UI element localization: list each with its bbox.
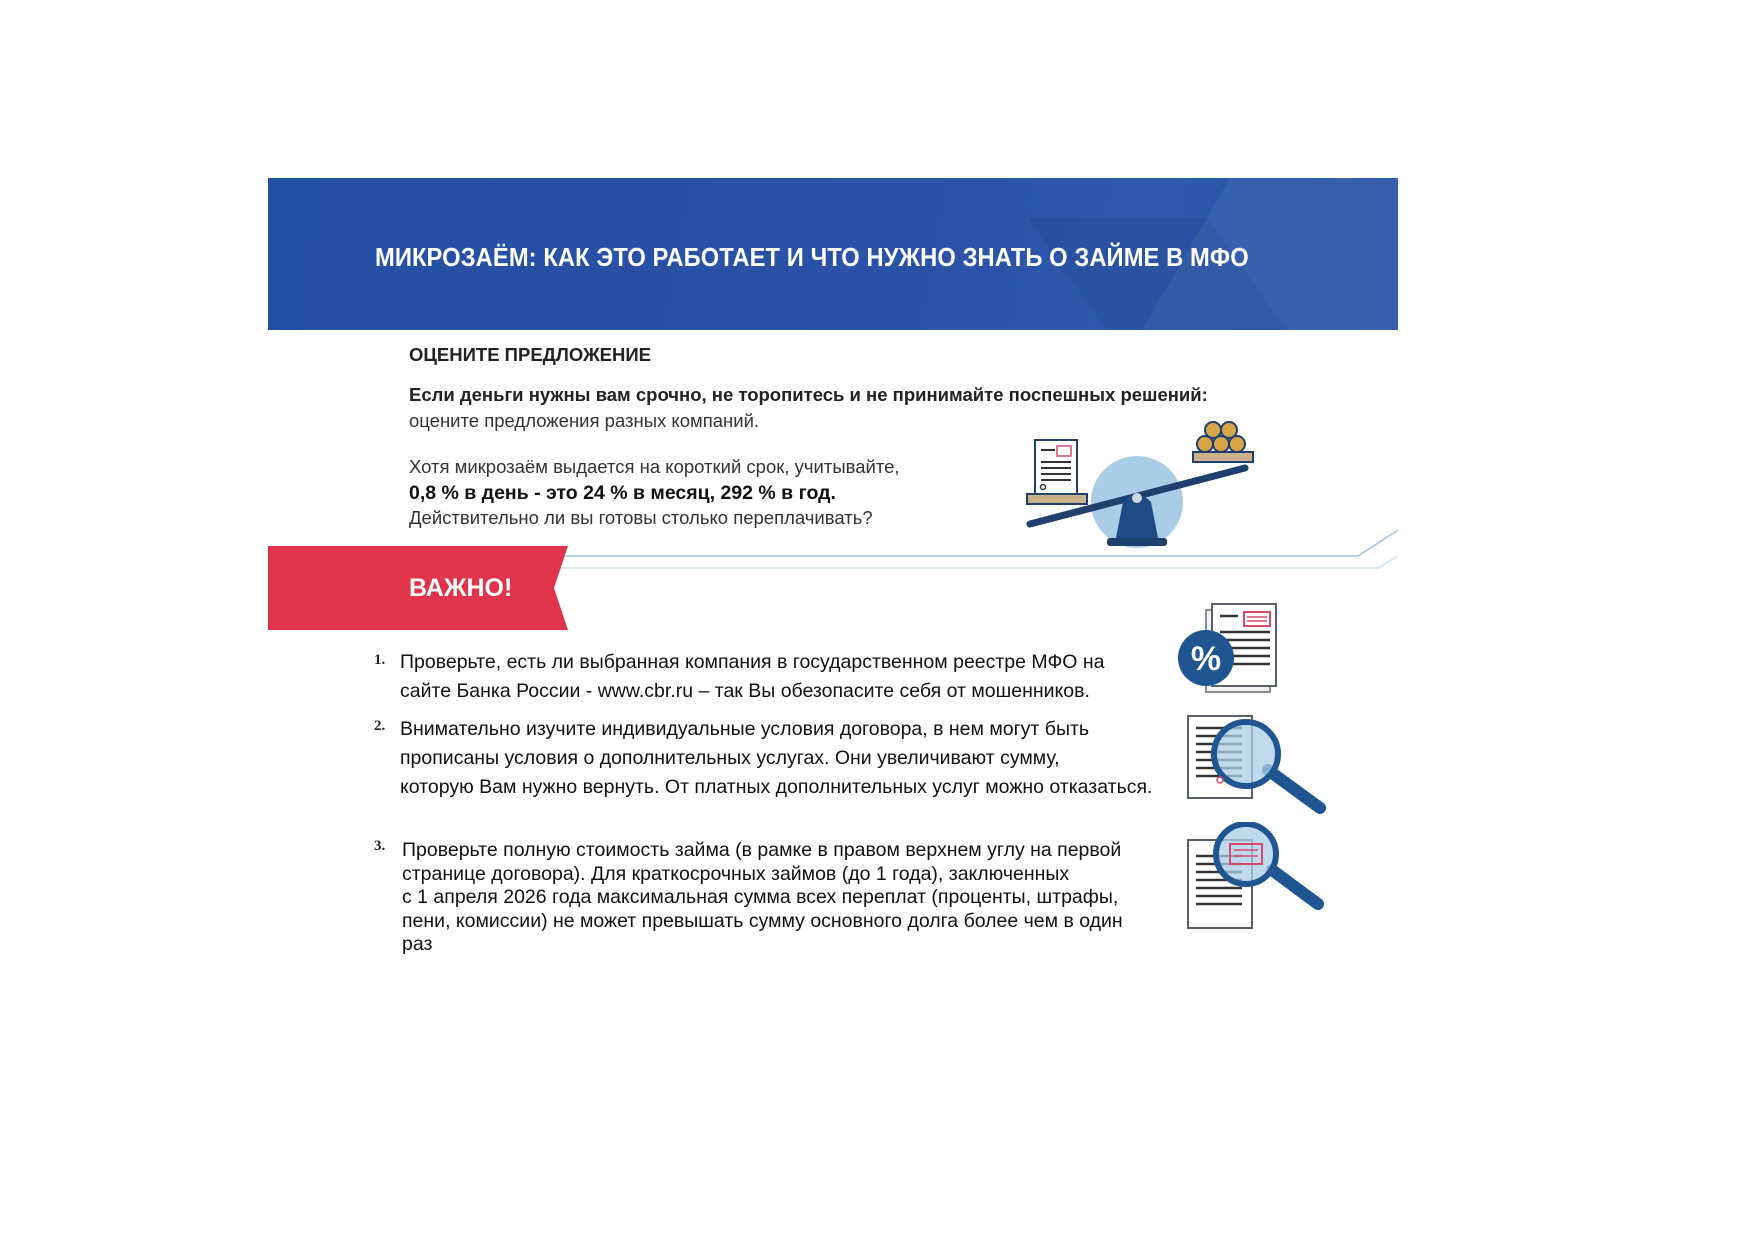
- list-item: [400, 715, 1152, 802]
- important-label: ВАЖНО!: [409, 574, 513, 602]
- list-item: [402, 839, 1123, 957]
- list-item-line: которую Вам нужно вернуть. От платных дополнительных услуг можно отказаться.: [400, 776, 1153, 798]
- list-item-line: раз: [402, 933, 433, 955]
- list-item: [400, 648, 1104, 706]
- page-title: МИКРОЗАЁМ: КАК ЭТО РАБОТАЕТ И ЧТО НУЖНО ЗНАТЬ О ЗАЙМЕ В МФО: [375, 244, 1249, 272]
- lead-text: оцените предложения разных компаний.: [409, 410, 760, 431]
- list-item-line: Внимательно изучите индивидуальные условия договора, в нем могут быть: [400, 718, 1090, 740]
- list-item-line: Проверьте полную стоимость займа (в рамке в правом верхнем углу на первой: [402, 839, 1122, 861]
- document-magnifier-icon: [1180, 822, 1330, 934]
- list-item-line: с 1 апреля 2026 года максимальная сумма всех переплат (проценты, штрафы,: [402, 886, 1119, 908]
- list-item-number: 3.: [374, 838, 386, 854]
- header-banner: [268, 178, 1398, 330]
- list-item-line: странице договора). Для краткосрочных займов (до 1 года), заключенных: [402, 862, 1070, 885]
- interest-note-line: Хотя микрозаём выдается на короткий срок, учитывайте,: [409, 456, 900, 477]
- lead-text-bold: Если деньги нужны вам срочно, не торопитесь и не принимайте поспешных решений:: [409, 384, 1208, 405]
- interest-note-question: Действительно ли вы готовы столько переплачивать?: [409, 507, 873, 528]
- svg-text:%: %: [1190, 640, 1222, 678]
- list-item-line: пени, комиссии) не может превышать сумму основного долга более чем в один: [402, 909, 1123, 932]
- list-item-line: сайте Банка России - www.cbr.ru – так Вы обезопасите себя от мошенников.: [400, 680, 1090, 702]
- section-heading: ОЦЕНИТЕ ПРЕДЛОЖЕНИЕ: [409, 344, 652, 365]
- percent-document-icon: [1176, 600, 1282, 696]
- list-item-line: Проверьте, есть ли выбранная компания в государственном реестре МФО на: [400, 651, 1105, 673]
- list-item-number: 1.: [374, 652, 386, 668]
- list-item-line: прописаны условия о дополнительных услугах. Они увеличивают сумму,: [400, 747, 1060, 769]
- interest-rate-highlight: 0,8 % в день - это 24 % в месяц, 292 % в год.: [409, 482, 836, 504]
- list-item-number: 2.: [374, 718, 386, 734]
- document-magnifier-icon: [1180, 710, 1330, 820]
